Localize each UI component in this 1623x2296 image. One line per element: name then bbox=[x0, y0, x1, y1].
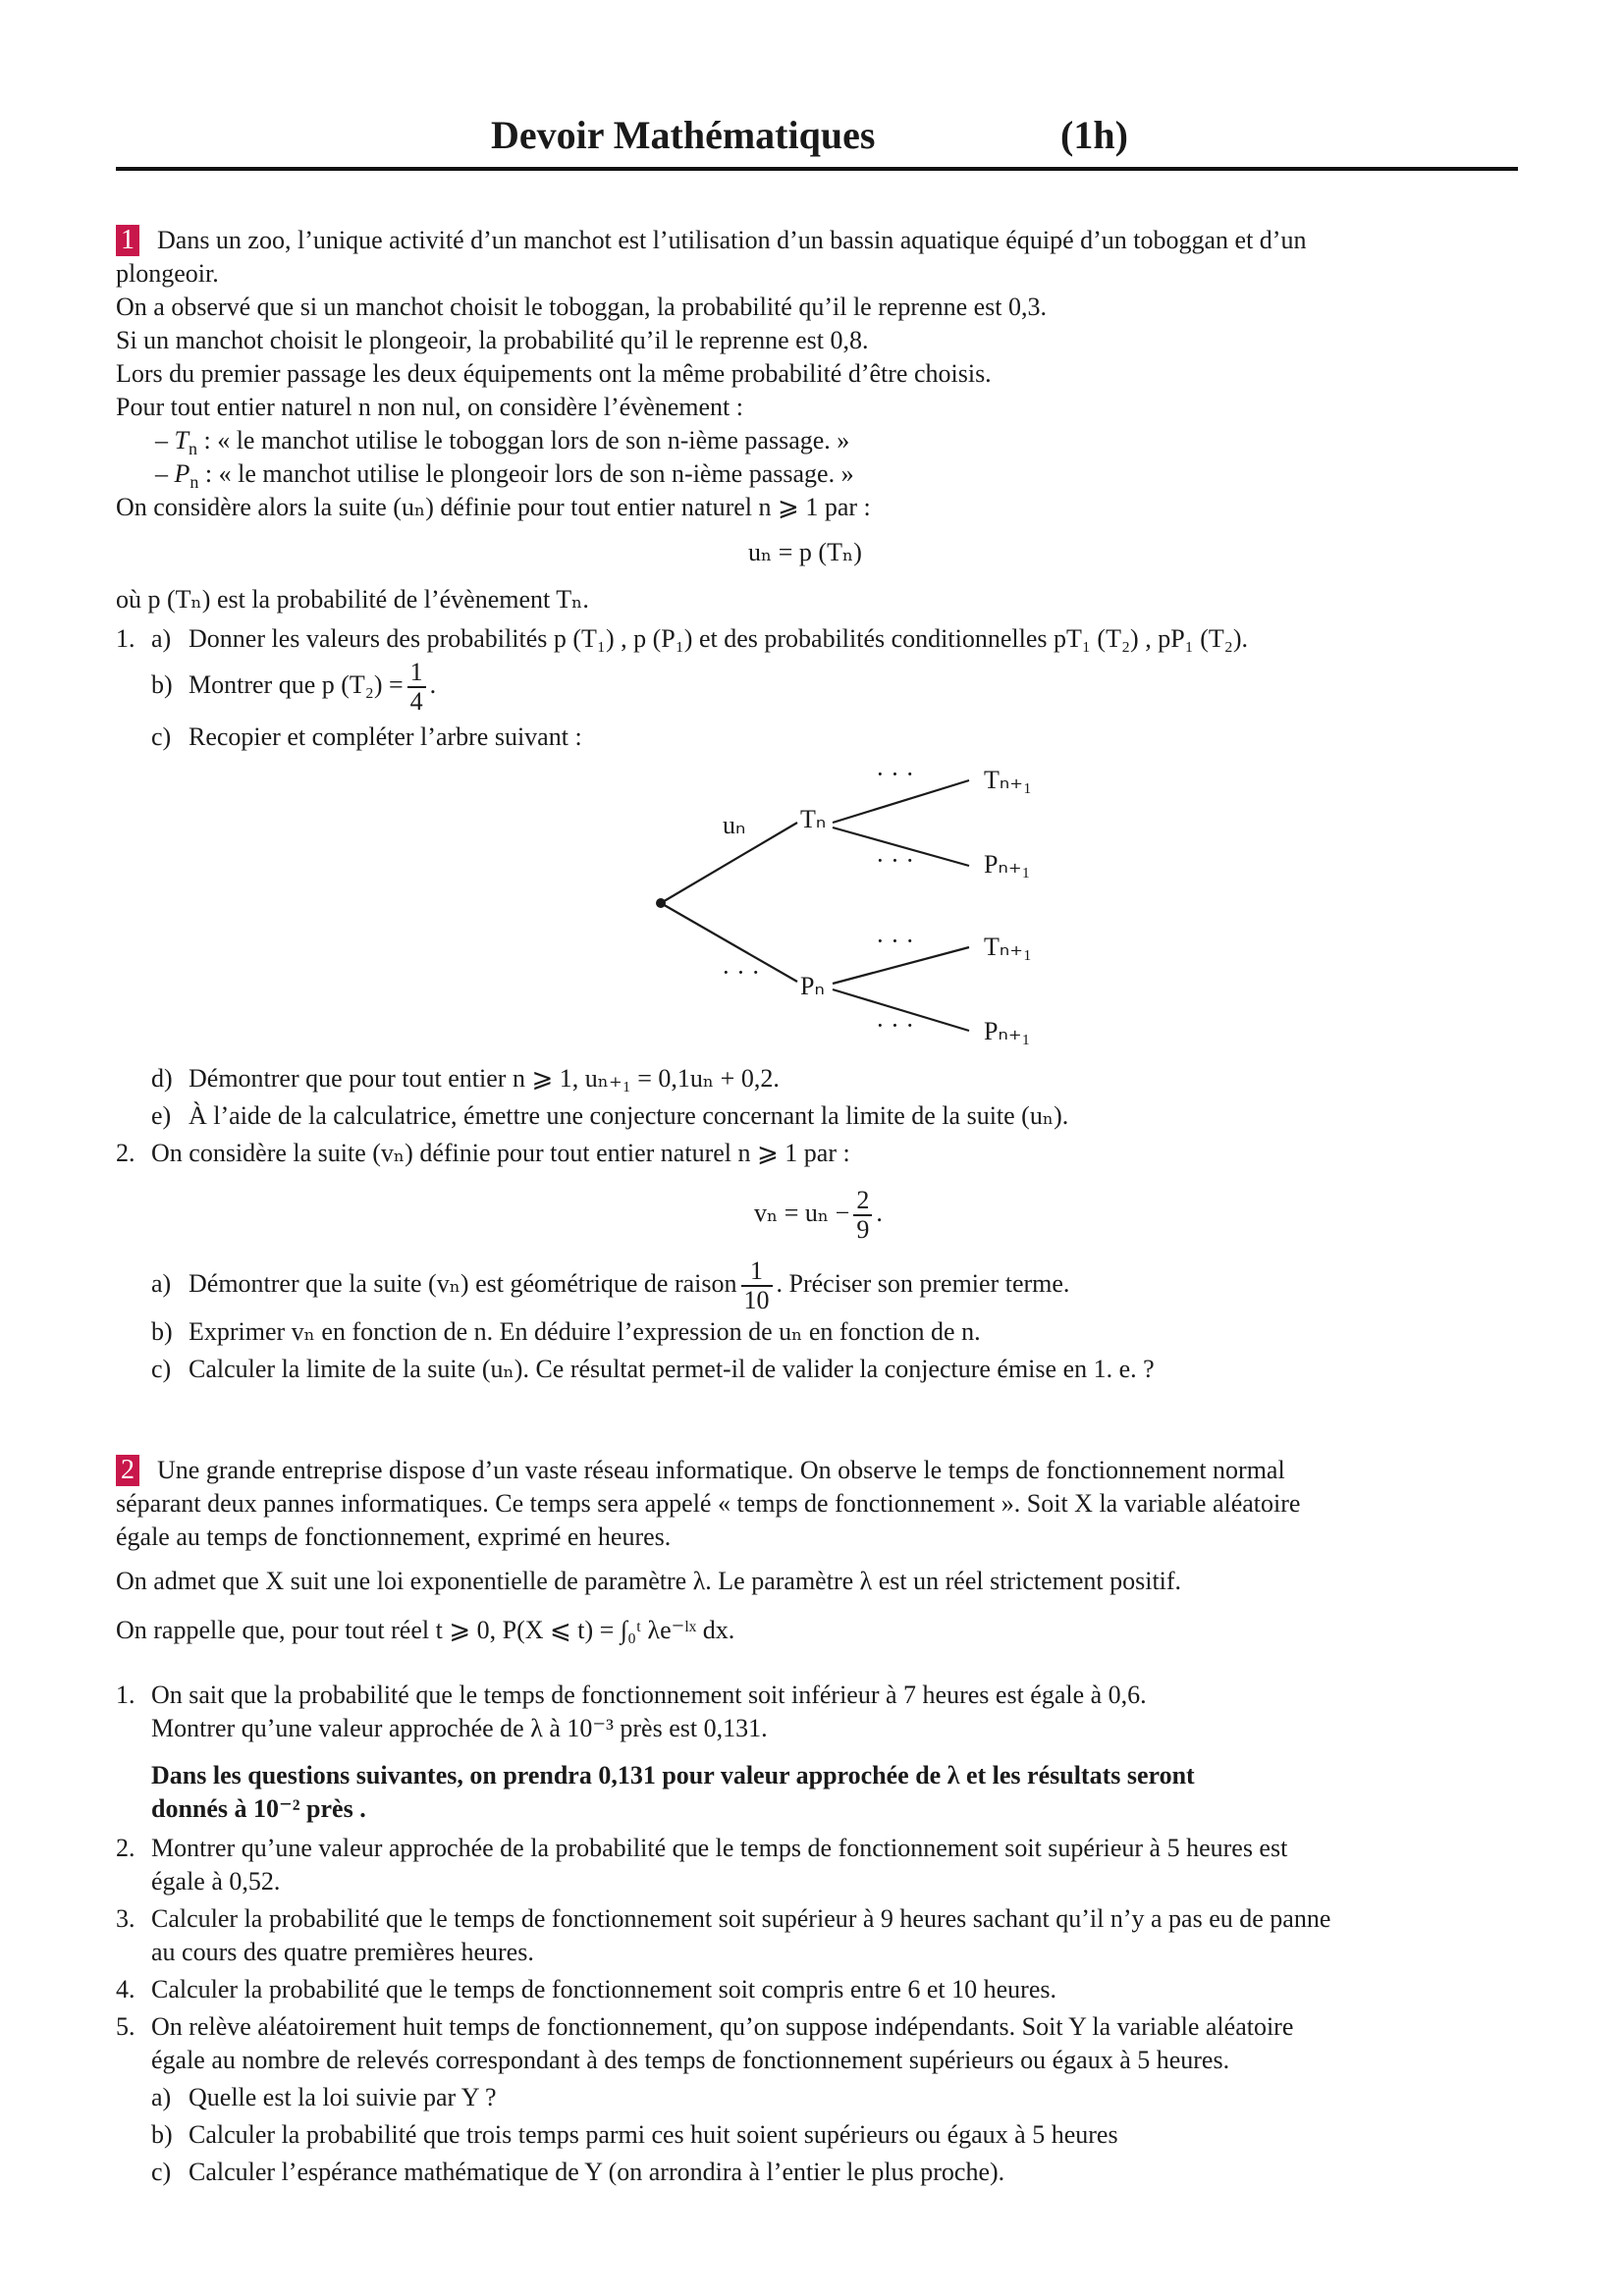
q2a: a) Démontrer que la suite (vₙ) est géométrique de raison $\frac{1}{10}$ . Préciser son premier terme. bbox=[151, 1256, 1070, 1315]
tree-leaf-pn1-a: Pₙ₊₁ bbox=[984, 850, 1031, 879]
ex2-integral-line: On rappelle que, pour tout réel t ⩾ 0, P(X ⩽ t) = ∫₀ᵗ λe⁻ˡˣ dx. bbox=[116, 1616, 735, 1644]
q1c: c) Recopier et compléter l’arbre suivant : bbox=[151, 722, 582, 751]
ex1-intro-line2: plongeoir. bbox=[116, 259, 219, 288]
q2b: b) Exprimer vₙ en fonction de n. En déduire l’expression de uₙ en fonction de n. bbox=[151, 1317, 981, 1346]
ex2-q5b: b) Calculer la probabilité que trois temps parmi ces huit soient supérieurs ou égaux à 5 heures bbox=[151, 2120, 1118, 2149]
q1e: e) À l’aide de la calculatrice, émettre une conjecture concernant la limite de la suite (uₙ). bbox=[151, 1101, 1069, 1130]
ex1-line6: Pour tout entier naturel n non nul, on considère l’évènement : bbox=[116, 393, 743, 421]
ou-line: où p (Tₙ) est la probabilité de l’évènement Tₙ. bbox=[116, 585, 589, 614]
tree-label-pn: Pₙ bbox=[800, 972, 825, 1000]
ex2-intro-line2: séparant deux pannes informatiques. Ce temps sera appelé « temps de fonctionnement ». Soit X la variable aléatoire bbox=[116, 1489, 1301, 1518]
ex2-q3-line1: 3. Calculer la probabilité que le temps de fonctionnement soit supérieur à 9 heures sachant qu’il n’y a pas eu de panne bbox=[116, 1904, 1331, 1933]
q1b: b) Montrer que p (T₂) = $\frac{1}{4}$ . bbox=[151, 658, 437, 717]
ex1-line4: Si un manchot choisit le plongeoir, la probabilité qu’il le reprenne est 0,8. bbox=[116, 326, 869, 354]
tree-leaf-tn1-b: Tₙ₊₁ bbox=[984, 933, 1033, 961]
exercise-badge-2: 2 bbox=[116, 1455, 139, 1486]
ex1-line5: Lors du premier passage les deux équipements ont la même probabilité d’être choisis. bbox=[116, 359, 992, 388]
ex2-intro-line3: égale au temps de fonctionnement, exprimé en heures. bbox=[116, 1522, 672, 1551]
ex1-line3: On a observé que si un manchot choisit le toboggan, la probabilité qu’il le reprenne est 0,3. bbox=[116, 293, 1048, 321]
tree-label-un: uₙ bbox=[723, 811, 746, 839]
q1d: d) Démontrer que pour tout entier n ⩾ 1, uₙ₊₁ = 0,1uₙ + 0,2. bbox=[151, 1064, 780, 1093]
ex2-q2-line1: 2. Montrer qu’une valeur approchée de la probabilité que le temps de fonctionnement soit supérieur à 5 heures est bbox=[116, 1834, 1288, 1862]
ex2-q2-line2: égale à 0,52. bbox=[151, 1867, 281, 1896]
suite-intro: On considère alors la suite (uₙ) définie pour tout entier naturel n ⩾ 1 par : bbox=[116, 493, 871, 521]
page-title: Devoir Mathématiques bbox=[491, 113, 876, 157]
ex2-q3-line2: au cours des quatre premières heures. bbox=[151, 1938, 534, 1966]
formula-u: uₙ = p (Tₙ) bbox=[748, 538, 862, 566]
tree-leaf-tn1-a: Tₙ₊₁ bbox=[984, 766, 1033, 794]
tree-dots-pn-tn1: · · · bbox=[876, 927, 914, 955]
tree-dots-pn-pn1: · · · bbox=[876, 1011, 914, 1040]
formula-v: vₙ = uₙ − $\frac{2}{9}$ . bbox=[754, 1186, 883, 1245]
ex2-q5c: c) Calculer l’espérance mathématique de Y (on arrondira à l’entier le plus proche). bbox=[151, 2158, 1005, 2186]
tree-label-tn: Tₙ bbox=[800, 805, 827, 833]
ex2-q1-line1: 1. On sait que la probabilité que le temps de fonctionnement soit inférieur à 7 heures est égale à 0,6. bbox=[116, 1681, 1147, 1709]
ex2-q5-line2: égale au nombre de relevés correspondant à des temps de fonctionnement supérieurs ou égaux à 5 heures. bbox=[151, 2046, 1230, 2074]
ex2-q4: 4. Calculer la probabilité que le temps de fonctionnement soit compris entre 6 et 10 heures. bbox=[116, 1975, 1056, 2003]
ex2-intro-line1: 2 Une grande entreprise dispose d’un vaste réseau informatique. On observe le temps de fonctionnement normal bbox=[116, 1454, 1518, 1486]
pn-definition: – $P_n$ : « le manchot utilise le plongeoir lors de son n-ième passage. » bbox=[155, 459, 854, 492]
ex2-note-line2: donnés à 10⁻² près . bbox=[151, 1794, 366, 1823]
exercise-badge-1: 1 bbox=[116, 225, 139, 256]
ex2-note-line1: Dans les questions suivantes, on prendra 0,131 pour valeur approchée de λ et les résultats seront bbox=[151, 1761, 1195, 1789]
tree-dots-tn-tn1: · · · bbox=[876, 760, 914, 788]
ex2-line4: On admet que X suit une loi exponentielle de paramètre λ. Le paramètre λ est un réel strictement positif. bbox=[116, 1567, 1182, 1595]
q2-intro: 2. On considère la suite (vₙ) définie pour tout entier naturel n ⩾ 1 par : bbox=[116, 1139, 850, 1167]
tn-definition: – $T_n$ : « le manchot utilise le toboggan lors de son n-ième passage. » bbox=[155, 426, 850, 458]
duration: (1h) bbox=[1060, 113, 1128, 157]
ex2-q5a: a) Quelle est la loi suivie par Y ? bbox=[151, 2083, 497, 2111]
tree-dots-tn-pn1: · · · bbox=[876, 846, 914, 875]
q2c: c) Calculer la limite de la suite (uₙ). Ce résultat permet-il de valider la conjecture émise en 1. e. ? bbox=[151, 1355, 1155, 1383]
ex2-q1-line2: Montrer qu’une valeur approchée de λ à 10⁻³ près est 0,131. bbox=[151, 1714, 768, 1742]
q1a: 1. a) Donner les valeurs des probabilités p (T₁) , p (P₁) et des probabilités conditionnelles pT₁ (T₂) , pP₁ (T₂). bbox=[116, 624, 1248, 653]
tree-leaf-pn1-b: Pₙ₊₁ bbox=[984, 1017, 1031, 1045]
tree-dots-pn: · · · bbox=[722, 958, 760, 987]
ex2-q5-line1: 5. On relève aléatoirement huit temps de fonctionnement, qu’on suppose indépendants. Soit Y la variable aléatoire bbox=[116, 2012, 1294, 2041]
ex1-intro-line1: 1 Dans un zoo, l’unique activité d’un manchot est l’utilisation d’un bassin aquatique équipé d’un toboggan et d’un bbox=[116, 224, 1306, 256]
